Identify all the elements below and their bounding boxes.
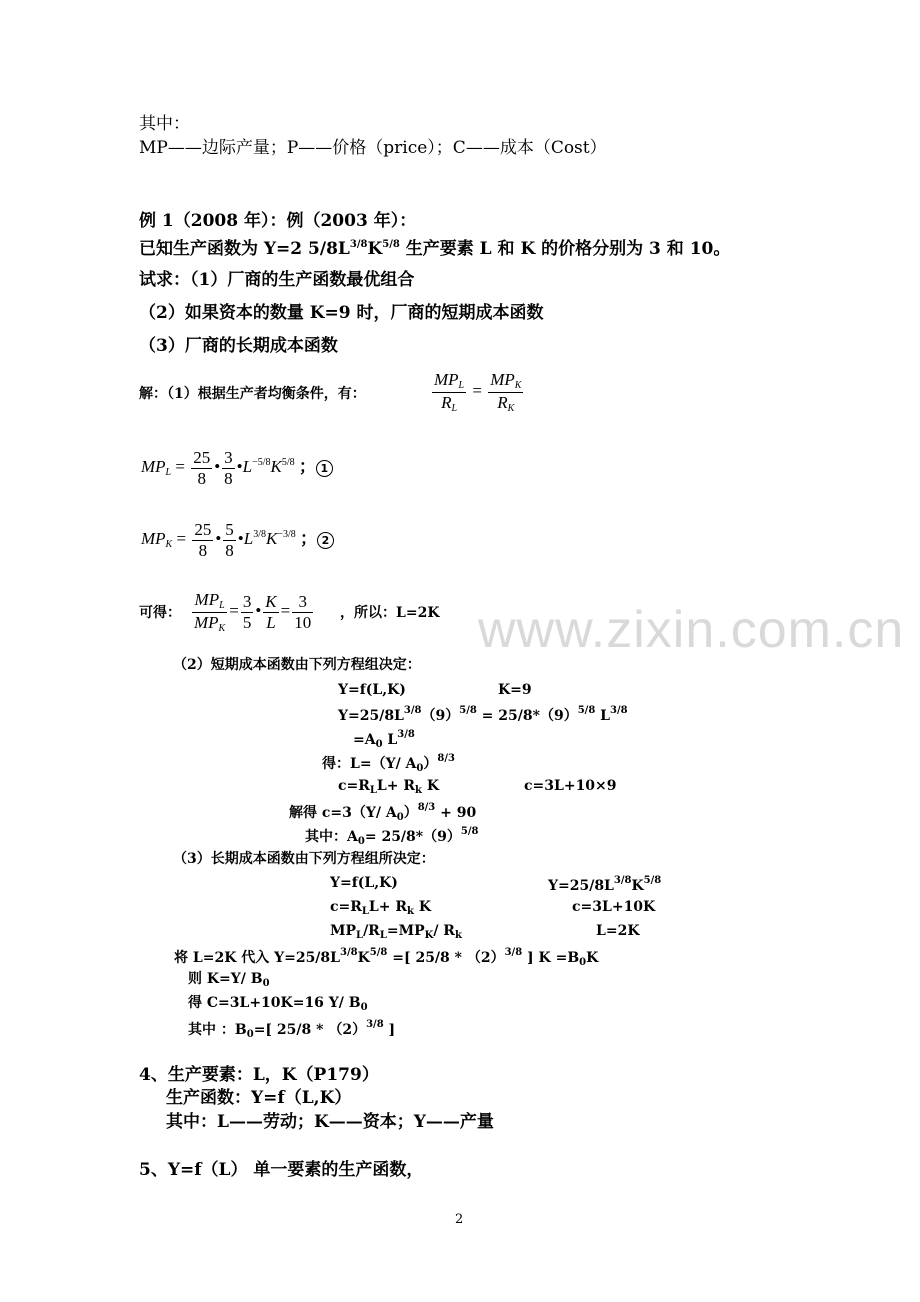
part2-line7 (305, 827, 478, 847)
part2-line2 (338, 706, 628, 723)
part2-line1a: Y=f(L,K) (338, 682, 406, 698)
part3-line1a: Y=f(L,K) (330, 875, 398, 891)
p2l2-sup2: 5/8 (459, 705, 477, 716)
p2l2-c: = 25/8*（9） (476, 708, 578, 724)
p2l4-a: 得：L=（Y/ A (322, 756, 417, 772)
part2-line5a (338, 779, 439, 796)
p3l4-sup2: 5/8 (369, 947, 388, 958)
p3l7-c: ] (383, 1022, 396, 1038)
part2-title: （2）短期成本函数由下列方程组决定： (173, 657, 421, 673)
given-sup-1: 3/8 (349, 239, 368, 250)
p2l4-b: ） (423, 756, 438, 772)
p2l2-sup1: 3/8 (403, 705, 422, 716)
mpk-semicolon: ； (299, 528, 317, 548)
p3l1b-sup1: 3/8 (613, 875, 632, 886)
equilibrium-condition-formula: $\frac{MP_L}{R_L}$ = $\frac{MP_K}{R_K}$ (434, 370, 522, 414)
mpl-semicolon: ； (298, 456, 316, 476)
p3l5-a: 则 K=Y/ B (188, 971, 263, 987)
p2l5-sub2: k (415, 785, 422, 796)
p3l3-sub3: K (424, 930, 434, 941)
p3l4-k: K (357, 950, 370, 966)
p3l1b-k: K (631, 878, 644, 894)
p3l4-c: ] K =B (522, 950, 580, 966)
part2-line3 (353, 730, 415, 750)
p3l3-sub4: k (454, 930, 462, 941)
part2-line1b: K=9 (498, 682, 532, 698)
circled-number-2: 2 (317, 532, 334, 549)
p3l3-a: MP (330, 923, 357, 939)
part2-line5b: c=3L+10×9 (524, 778, 617, 794)
p3l2-sub1: L (361, 906, 369, 917)
p3l1b-a: Y=25/8L (548, 878, 614, 894)
p2l5-b: L+ R (376, 778, 416, 794)
circled-number-1: 1 (316, 460, 333, 477)
p3l3-sub1: L (356, 930, 364, 941)
hence-result: ，所以：L=2K (340, 605, 440, 621)
p2l6-c: + 90 (435, 805, 477, 821)
part3-line7 (188, 1020, 395, 1040)
p2l3-b: L (382, 732, 398, 748)
p2l3-sub: 0 (375, 739, 383, 750)
part2-line6 (289, 803, 476, 823)
part3-line5 (188, 972, 270, 989)
p2l5-sub1: L (369, 785, 377, 796)
p3l7-sup: 3/8 (366, 1019, 384, 1030)
p2l7-sup: 5/8 (460, 826, 479, 837)
p3l2-a: c=R (330, 899, 362, 915)
p3l4-sup1: 3/8 (340, 947, 358, 958)
p2l3-sup: 3/8 (397, 729, 415, 740)
p3l4-b: =[ 25/8 * （2） (387, 950, 505, 966)
p3l7-b: =[ 25/8 * （2） (253, 1022, 367, 1038)
section4-line1: 生产函数：Y=f（L,K） (166, 1088, 352, 1108)
p2l2-a: Y=25/8L (338, 708, 404, 724)
p2l3-a: =A (353, 732, 376, 748)
example-heading: 例 1（2008 年）：例（2003 年）： (139, 211, 417, 231)
p3l6-sub: 0 (360, 1002, 368, 1013)
mpl-formula: $MP_L$ = $\frac{25}{8}$ • $\frac{3}{8}$ $•L^{-5/8}K^{5/8}$ ； 1 (141, 448, 333, 488)
hence-label: 可得： (139, 605, 181, 621)
p2l7-b: = 25/8*（9） (364, 829, 461, 845)
p2l2-b: （9） (421, 708, 460, 724)
p3l2-sub2: k (407, 906, 414, 917)
p3l2-c: K (413, 899, 431, 915)
section4-title: 4、生产要素：L，K（P179） (139, 1065, 379, 1085)
p3l7-a: 其中 ：B (188, 1022, 247, 1038)
p3l1b-sup2: 5/8 (643, 875, 662, 886)
watermark: www.zixin.com.cn (478, 601, 905, 659)
part3-line4 (174, 948, 598, 968)
page-number: 2 (455, 1212, 464, 1227)
p3l3-d: / R (433, 923, 455, 939)
p2l7-a: 其中：A (305, 829, 358, 845)
question-1: 试求：（1）厂商的生产函数最优组合 (139, 270, 415, 290)
p2l5-a: c=R (338, 778, 370, 794)
mpk-formula: $MP_K$ = $\frac{25}{8}$ • $\frac{5}{8}$ $•L^{3/8}K^{-3/8}$ ； 2 (141, 520, 334, 560)
solution-part1-label: 解：（1）根据生产者均衡条件，有： (139, 386, 366, 402)
hence-formula: $\frac{MP_L}{MP_K}$ = $\frac{3}{5}$ • $\frac{K}{L}$ = $\frac{3}{10}$ (194, 590, 312, 634)
p2l2-sup3: 5/8 (577, 705, 596, 716)
section4-line2: 其中：L——劳动；K——资本；Y——产量 (166, 1112, 494, 1132)
given-text-2: 生产要素 L 和 K 的价格分别为 3 和 10。 (399, 239, 731, 259)
part3-line3b: L=2K (596, 923, 640, 939)
p2l5-c: K (421, 778, 439, 794)
p2l6-a: 解得 c=3（Y/ A (289, 805, 397, 821)
p2l7-sub: 0 (357, 836, 365, 847)
p2l4-sup: 8/3 (437, 753, 455, 764)
p3l3-c: =MP (386, 923, 425, 939)
p3l5-sub: 0 (262, 978, 270, 989)
p2l6-sub: 0 (396, 812, 404, 823)
example-given (139, 240, 730, 258)
intro-line-1: 其中： (139, 114, 190, 134)
part3-line2a (330, 900, 431, 917)
question-3: （3）厂商的长期成本函数 (139, 336, 338, 356)
p3l4-d: K (586, 950, 599, 966)
p3l4-sup3: 3/8 (504, 947, 523, 958)
part3-title: （3）长期成本函数由下列方程组所决定： (173, 851, 435, 867)
part2-line4 (322, 754, 455, 774)
part3-line3a (330, 924, 462, 941)
p2l6-b: ） (403, 805, 418, 821)
p2l2-d: L (595, 708, 610, 724)
part3-line6 (188, 996, 368, 1013)
p3l7-sub: 0 (246, 1029, 254, 1040)
given-text-1: 已知生产函数为 Y=2 5/8L (139, 239, 350, 259)
p2l2-sup4: 3/8 (610, 705, 628, 716)
p3l3-sub2: L (379, 930, 387, 941)
intro-line-2: MP——边际产量；P——价格（price）；C——成本（Cost） (139, 138, 607, 158)
p3l2-b: L+ R (368, 899, 408, 915)
p2l6-sup: 8/3 (417, 802, 436, 813)
p3l3-b: /R (363, 923, 380, 939)
part3-line2b: c=3L+10K (572, 899, 656, 915)
section5-title: 5、Y=f（L） 单一要素的生产函数， (139, 1160, 424, 1180)
given-sup-2: 5/8 (382, 239, 400, 250)
part3-line1b (548, 876, 661, 893)
p3l6-a: 得 C=3L+10K=16 Y/ B (188, 995, 361, 1011)
question-2: （2）如果资本的数量 K=9 时，厂商的短期成本函数 (139, 303, 544, 323)
given-k: K (367, 239, 383, 259)
p3l4-a: 将 L=2K 代入 Y=25/8L (174, 950, 341, 966)
p2l4-sub: 0 (416, 763, 424, 774)
p3l4-sub: 0 (579, 957, 587, 968)
